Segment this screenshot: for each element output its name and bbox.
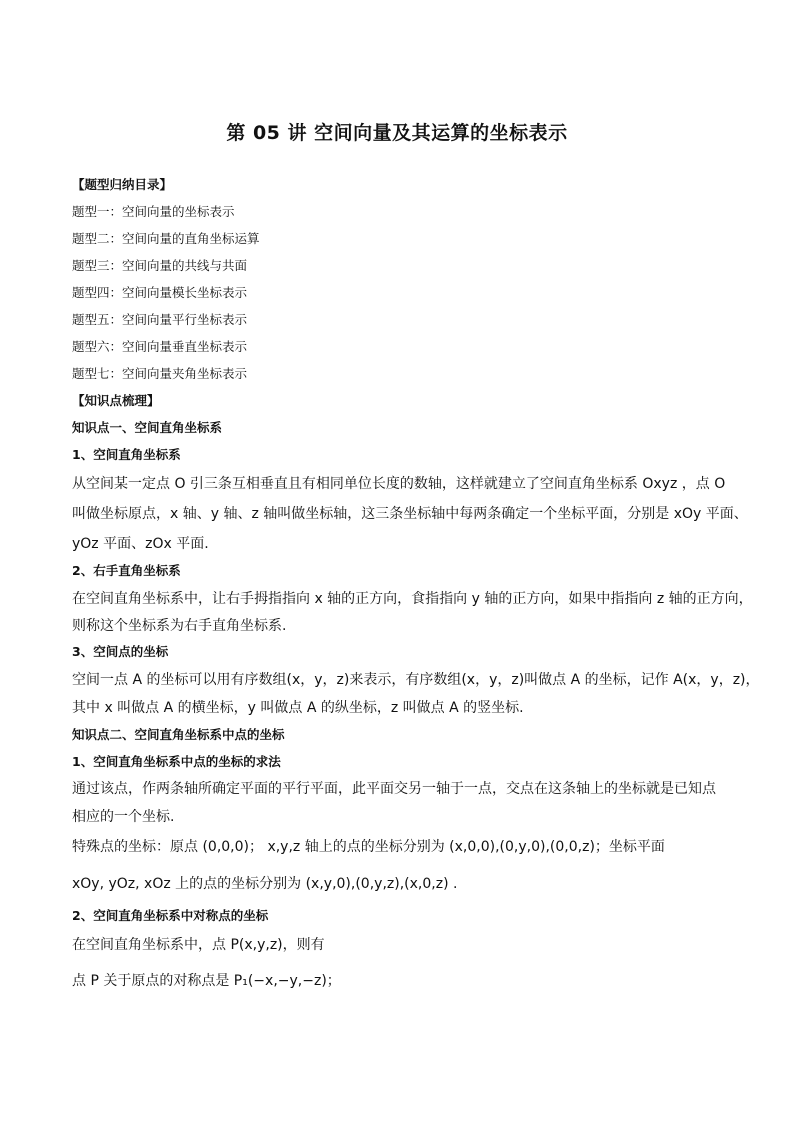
formula-line: 特殊点的坐标：原点 (0,0,0)； x,y,z 轴上的点的坐标分别为 (x,0,0),(0,y,0),(0,0,z)；坐标平面 — [72, 839, 665, 855]
body-text-line: 从空间某一定点 O 引三条互相垂直且有相同单位长度的数轴，这样就建立了空间直角坐标系 Oxyz ，点 O — [72, 476, 726, 492]
body-text-line: yOz 平面、zOx 平面. — [72, 536, 209, 552]
catalog-item: 题型一：空间向量的坐标表示 — [72, 204, 235, 219]
section-title: 知识点一、空间直角坐标系 — [72, 420, 223, 435]
catalog-item: 题型五：空间向量平行坐标表示 — [72, 312, 248, 327]
subsection-title: 1、空间直角坐标系中点的坐标的求法 — [72, 754, 281, 769]
body-text-line: 点 P 关于原点的对称点是 P₁(−x,−y,−z)； — [72, 973, 341, 989]
catalog-item: 题型三：空间向量的共线与共面 — [72, 258, 248, 273]
section-title: 知识点二、空间直角坐标系中点的坐标 — [72, 727, 285, 742]
catalog-item: 题型七：空间向量夹角坐标表示 — [72, 366, 248, 381]
body-text-line: 在空间直角坐标系中，让右手拇指指向 x 轴的正方向，食指指向 y 轴的正方向，如果中指指向 z 轴的正方向， — [72, 591, 753, 607]
body-text-line: 在空间直角坐标系中，点 P(x,y,z)，则有 — [72, 937, 325, 953]
body-text-line: 其中 x 叫做点 A 的横坐标，y 叫做点 A 的纵坐标，z 叫做点 A 的竖坐标. — [72, 700, 524, 716]
knowledge-heading: 【知识点梳理】 — [72, 393, 160, 408]
formula-line: xOy, yOz, xOz 上的点的坐标分别为 (x,y,0),(0,y,z),(x,0,z) . — [72, 876, 458, 892]
catalog-item: 题型六：空间向量垂直坐标表示 — [72, 339, 248, 354]
catalog-item: 题型四：空间向量模长坐标表示 — [72, 285, 248, 300]
page-title: 第 05 讲 空间向量及其运算的坐标表示 — [226, 122, 568, 144]
body-text-line: 通过该点，作两条轴所确定平面的平行平面，此平面交另一轴于一点，交点在这条轴上的坐标就是已知点 — [72, 781, 716, 797]
body-text-line: 则称这个坐标系为右手直角坐标系. — [72, 618, 287, 634]
subsection-title: 1、空间直角坐标系 — [72, 447, 181, 462]
body-text-line: 空间一点 A 的坐标可以用有序数组(x，y，z)来表示，有序数组(x，y，z)叫做点 A 的坐标，记作 A(x，y，z)， — [72, 672, 760, 688]
body-text-line: 叫做坐标原点，x 轴、y 轴、z 轴叫做坐标轴，这三条坐标轴中每两条确定一个坐标平面，分别是 xOy 平面、 — [72, 506, 748, 522]
catalog-item: 题型二：空间向量的直角坐标运算 — [72, 231, 260, 246]
subsection-title: 2、右手直角坐标系 — [72, 563, 181, 578]
catalog-heading: 【题型归纳目录】 — [72, 177, 173, 192]
subsection-title: 2、空间直角坐标系中对称点的坐标 — [72, 908, 269, 923]
subsection-title: 3、空间点的坐标 — [72, 644, 169, 659]
body-text-line: 相应的一个坐标. — [72, 809, 175, 825]
